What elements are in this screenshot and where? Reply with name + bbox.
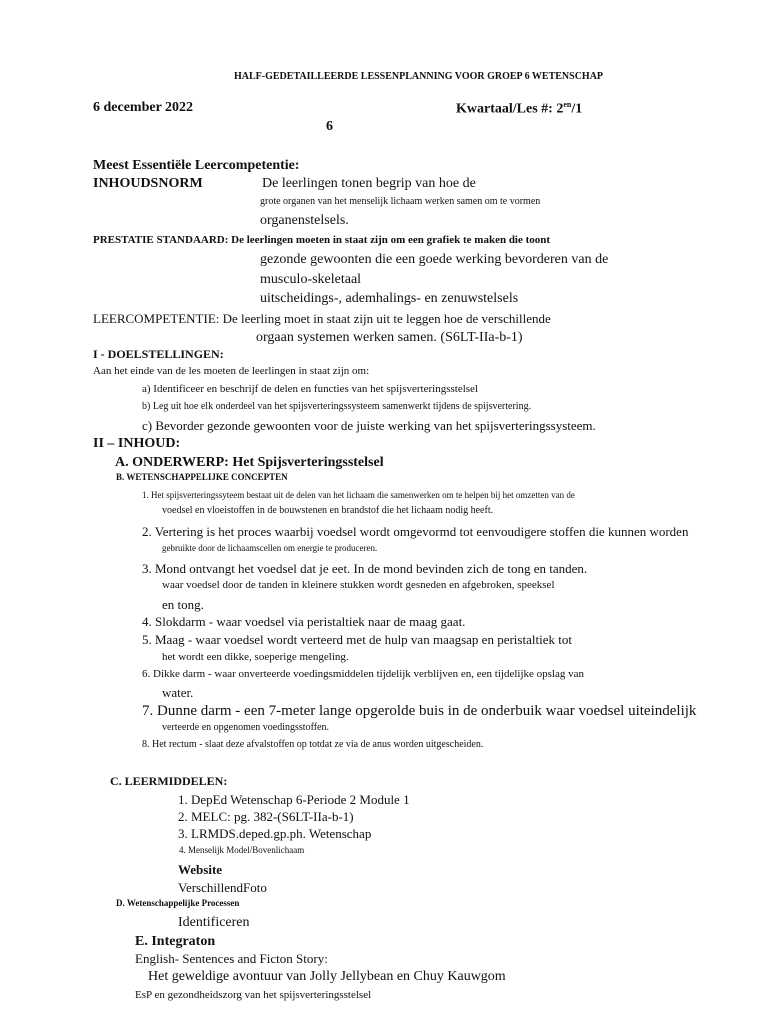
prestatie-line: uitscheidings-, ademhalings- en zenuwstelsels <box>260 291 519 306</box>
processen-item: Identificeren <box>178 915 250 930</box>
concept-item: 1. Het spijsverteringssyteem bestaat uit de delen van het lichaam die samenwerken om te helpen bij het omzetten van de <box>142 490 575 500</box>
quarter-superscript: en <box>563 100 572 109</box>
concept-item: 4. Slokdarm - waar voedsel via peristaltiek naar de maag gaat. <box>142 614 466 629</box>
leermiddel-item: 1. DepEd Wetenschap 6-Periode 2 Module 1 <box>178 792 410 807</box>
inhoudsnorm-line: organenstelsels. <box>260 213 349 228</box>
concept-item-cont: gebruikte door de lichaamscellen om energie te produceren. <box>162 543 378 553</box>
inhoudsnorm-label: INHOUDSNORM <box>93 176 203 191</box>
concept-item: 7. Dunne darm - een 7-meter lange opgerolde buis in de onderbuik waar voedsel uiteindelijk <box>142 703 697 719</box>
concept-item: 5. Maag - waar voedsel wordt verteerd met de hulp van maagsap en peristaltiek tot <box>142 632 572 647</box>
integratie-story: Het geweldige avontuur van Jolly Jellybean en Chuy Kauwgom <box>148 969 506 984</box>
concepten-heading: B. WETENSCHAPPELIJKE CONCEPTEN <box>116 472 288 482</box>
leermiddelen-heading: C. LEERMIDDELEN: <box>110 774 228 788</box>
header-number: 6 <box>326 119 333 134</box>
concept-item-cont: waar voedsel door de tanden in kleinere stukken wordt gesneden en afgebroken, speeksel <box>162 579 555 591</box>
document-title: HALF-GEDETAILLEERDE LESSENPLANNING VOOR GROEP 6 WETENSCHAP <box>234 71 604 82</box>
website-label: Website <box>178 862 223 877</box>
concept-item-cont: voedsel en vloeistoffen in de bouwstenen en brandstof die het lichaam nodig heeft. <box>162 505 494 516</box>
leermiddel-item: 2. MELC: pg. 382-(S6LT-IIa-b-1) <box>178 809 354 824</box>
concept-item: 3. Mond ontvangt het voedsel dat je eet. In de mond bevinden zich de tong en tanden. <box>142 561 588 576</box>
doelstellingen-heading: I - DOELSTELLINGEN: <box>93 347 224 361</box>
integratie-esp: EsP en gezondheidszorg van het spijsverteringsstelsel <box>135 989 372 1001</box>
leermiddel-item: 4. Menselijk Model/Bovenlichaam <box>179 845 305 855</box>
quarter-label: Kwartaal/Les #: 2 <box>456 101 564 117</box>
inhoud-heading: II – INHOUD: <box>93 436 181 451</box>
integratie-heading: E. Integraton <box>135 934 216 949</box>
objective-item: a) Identificeer en beschrijf de delen en functies van het spijsverteringsstelsel <box>142 383 478 395</box>
quarter-lesson <box>456 101 582 117</box>
leermiddel-item: 3. LRMDS.deped.gp.ph. Wetenschap <box>178 826 372 841</box>
inhoudsnorm-line: grote organen van het menselijk lichaam werken samen om te vormen <box>260 196 541 207</box>
concept-item-cont: water. <box>162 685 194 700</box>
doelstellingen-intro: Aan het einde van de les moeten de leerlingen in staat zijn om: <box>93 365 370 377</box>
concept-item: 6. Dikke darm - waar onverteerde voedingsmiddelen tijdelijk verblijven en, een tijdelijke opslag van <box>142 668 584 680</box>
concept-item-cont: en tong. <box>162 597 204 612</box>
objective-item: c) Bevorder gezonde gewoonten voor de juiste werking van het spijsverteringssysteem. <box>142 418 596 433</box>
integratie-english: English- Sentences and Ficton Story: <box>135 951 328 966</box>
objective-item: b) Leg uit hoe elk onderdeel van het spijsverteringssysteem samenwerkt tijdens de spijsvertering. <box>142 401 532 412</box>
concept-item: 2. Vertering is het proces waarbij voedsel wordt omgevormd tot eenvoudigere stoffen die kunnen worden <box>142 524 689 539</box>
inhoudsnorm-line: De leerlingen tonen begrip van hoe de <box>262 176 476 191</box>
prestatie-line: gezonde gewoonten die een goede werking bevorderen van de <box>260 252 609 267</box>
lesson-date: 6 december 2022 <box>93 100 194 115</box>
onderwerp: A. ONDERWERP: Het Spijsverteringsstelsel <box>115 455 384 470</box>
quarter-rest: /1 <box>571 101 583 117</box>
competency-heading: Meest Essentiële Leercompetentie: <box>93 158 300 173</box>
concept-item: 8. Het rectum - slaat deze afvalstoffen op totdat ze via de anus worden uitgescheiden. <box>142 739 484 750</box>
leercompetentie: LEERCOMPETENTIE: De leerling moet in staat zijn uit te leggen hoe de verschillende <box>93 311 551 326</box>
prestatie-line: musculo-skeletaal <box>260 272 362 287</box>
leercompetentie-line: orgaan systemen werken samen. (S6LT-IIa-b-1) <box>256 330 523 345</box>
concept-item-cont: verteerde en opgenomen voedingsstoffen. <box>162 722 329 733</box>
prestatie-standaard: PRESTATIE STANDAARD: De leerlingen moeten in staat zijn om een grafiek te maken die toont <box>93 234 551 246</box>
processen-heading: D. Wetenschappelijke Processen <box>116 898 240 908</box>
foto-label: VerschillendFoto <box>178 880 267 895</box>
concept-item-cont: het wordt een dikke, soeperige mengeling. <box>162 651 349 663</box>
